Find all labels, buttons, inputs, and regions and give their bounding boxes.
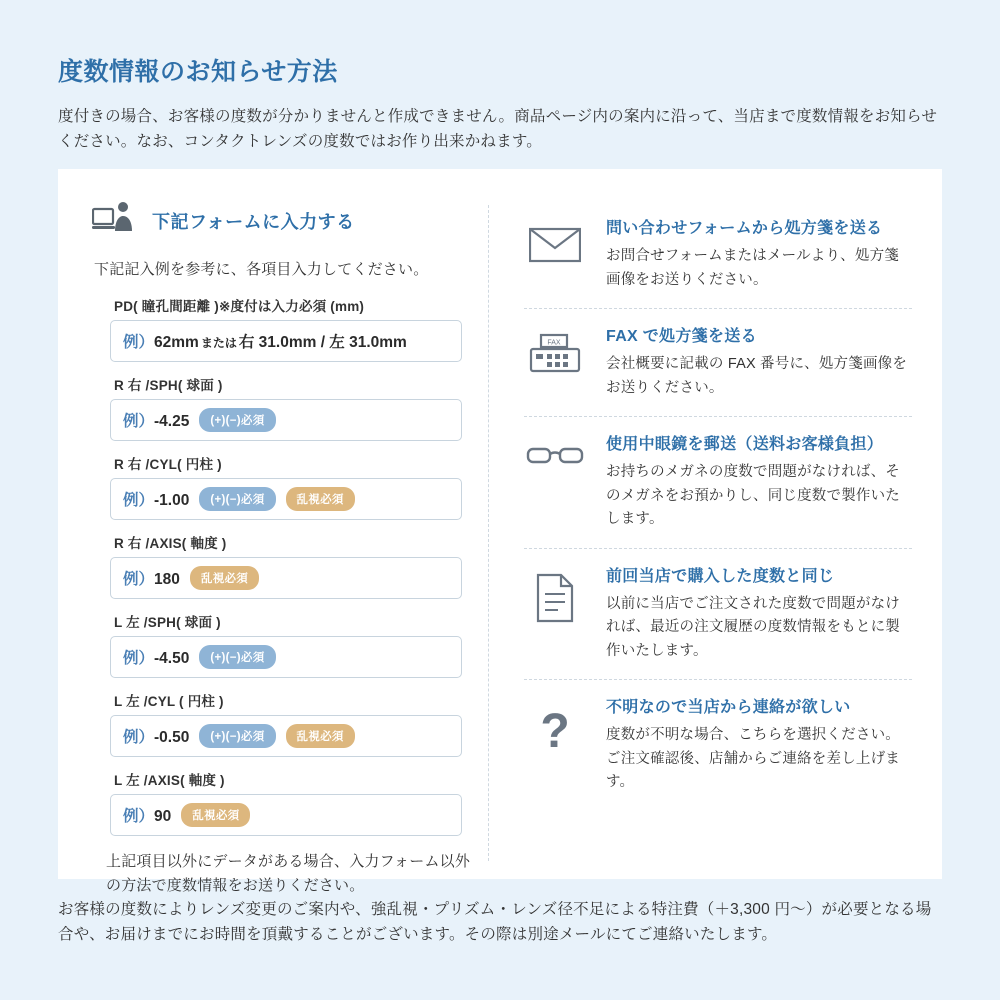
info-panel: [58, 169, 942, 895]
r-sph-example-prefix: 例）: [123, 413, 155, 431]
field-label-r-cyl: R 右 /CYL( 円柱 ): [114, 457, 222, 473]
footer-note: お客様の度数によりレンズ変更のご案内や、強乱視・プリズム・レンズ径不足による特注費（＋3,300 円〜）が必要となる場合や、お届けまでにお時間を頂戴することがございます。その際は別途メールにてご連絡いたします。: [58, 901, 932, 944]
field-input-pd[interactable]: [110, 320, 462, 362]
field-input-l-cyl[interactable]: [110, 715, 462, 757]
field-label-r-axis: R 右 /AXIS( 軸度 ): [114, 536, 227, 552]
method-description: 以前に当店でご注文された度数で問題がなければ、最近の注文履歴の度数情報をもとに製作いたします。: [606, 595, 900, 659]
badge-sign-required: (+)(−)必須: [199, 487, 275, 511]
person-laptop-icon: [92, 201, 138, 240]
method-item-contact-form[interactable]: [524, 201, 912, 309]
fax-icon: [524, 323, 586, 400]
svg-text:FAX: FAX: [547, 339, 561, 347]
badge-astigmatism-required: 乱視必須: [181, 803, 250, 827]
pd-example-value: 62mm: [154, 334, 199, 352]
l-axis-example-prefix: 例）: [123, 808, 155, 826]
form-entry-title: 下記フォームに入力する: [152, 211, 355, 232]
pd-example-value2: 右 31.0mm / 左 31.0mm: [238, 334, 407, 352]
l-sph-example-prefix: 例）: [123, 650, 155, 668]
method-description: お問合せフォームまたはメールより、処方箋画像をお送りください。: [606, 248, 899, 288]
l-sph-example-value: -4.50: [154, 650, 190, 668]
badge-astigmatism-required: 乱視必須: [286, 724, 355, 748]
pd-example-mid: または: [200, 336, 237, 351]
pd-example-prefix: 例）: [123, 334, 155, 352]
method-item-previous-order[interactable]: [524, 549, 912, 680]
svg-text:?: ?: [540, 705, 570, 755]
badge-astigmatism-required: 乱視必須: [190, 566, 259, 590]
method-title: 前回当店で購入した度数と同じ: [606, 567, 835, 585]
method-title: 使用中眼鏡を郵送（送料お客様負担）: [606, 436, 884, 454]
method-item-mail-glasses[interactable]: [524, 417, 912, 548]
envelope-icon: [524, 215, 586, 292]
method-item-fax[interactable]: [524, 309, 912, 417]
l-cyl-example-prefix: 例）: [123, 729, 155, 747]
form-entry-heading: [92, 201, 474, 240]
badge-astigmatism-required: 乱視必須: [286, 487, 355, 511]
field-input-r-sph[interactable]: [110, 399, 462, 441]
field-input-r-cyl[interactable]: [110, 478, 462, 520]
field-input-l-axis[interactable]: [110, 794, 462, 836]
field-label-pd: PD( 瞳孔間距離 )※度付は入力必須 (mm): [114, 299, 365, 315]
field-input-r-axis[interactable]: [110, 557, 462, 599]
method-title: 問い合わせフォームから処方箋を送る: [606, 220, 883, 238]
badge-sign-required: (+)(−)必須: [199, 724, 275, 748]
method-title: 不明なので当店から連絡が欲しい: [606, 699, 851, 717]
field-label-l-sph: L 左 /SPH( 球面 ): [114, 615, 221, 631]
page-title: 度数情報のお知らせ方法: [58, 58, 338, 86]
l-axis-example-value: 90: [154, 808, 172, 826]
method-description: 会社概要に記載の FAX 番号に、処方箋画像をお送りください。: [606, 356, 908, 396]
glasses-icon: [524, 431, 586, 531]
document-icon: [524, 563, 586, 663]
r-cyl-example-prefix: 例）: [123, 492, 155, 510]
form-entry-footnote: 上記項目以外にデータがある場合、入力フォーム以外の方法で度数情報をお送りください。: [106, 853, 471, 895]
field-label-l-cyl: L 左 /CYL ( 円柱 ): [114, 694, 224, 710]
question-mark-icon: [524, 694, 586, 794]
method-title: FAX で処方箋を送る: [606, 328, 757, 346]
r-axis-example-value: 180: [154, 571, 180, 589]
intro-text: 度付きの場合、お客様の度数が分かりませんと作成できません。商品ページ内の案内に沿って、当店まで度数情報をお知らせください。なお、コンタクトレンズの度数ではお作り出来かねます。: [58, 107, 938, 150]
r-sph-example-value: -4.25: [154, 413, 190, 431]
form-entry-column: [58, 193, 488, 895]
badge-sign-required: (+)(−)必須: [199, 408, 275, 432]
method-item-unknown-contact-me[interactable]: [524, 680, 912, 810]
badge-sign-required: (+)(−)必須: [199, 645, 275, 669]
field-input-l-sph[interactable]: [110, 636, 462, 678]
field-label-r-sph: R 右 /SPH( 球面 ): [114, 378, 223, 394]
form-entry-subtitle: 下記記入例を参考に、各項目入力してください。: [94, 261, 429, 279]
method-description: お持ちのメガネの度数で問題がなければ、そのメガネをお預かりし、同じ度数で製作いたします。: [606, 464, 900, 528]
field-label-l-axis: L 左 /AXIS( 軸度 ): [114, 773, 225, 789]
method-description: 度数が不明な場合、こちらを選択ください。ご注文確認後、店舗からご連絡を差し上げます。: [606, 727, 900, 791]
other-methods-column: [490, 193, 942, 879]
r-axis-example-prefix: 例）: [123, 571, 155, 589]
l-cyl-example-value: -0.50: [154, 729, 190, 747]
r-cyl-example-value: -1.00: [154, 492, 190, 510]
